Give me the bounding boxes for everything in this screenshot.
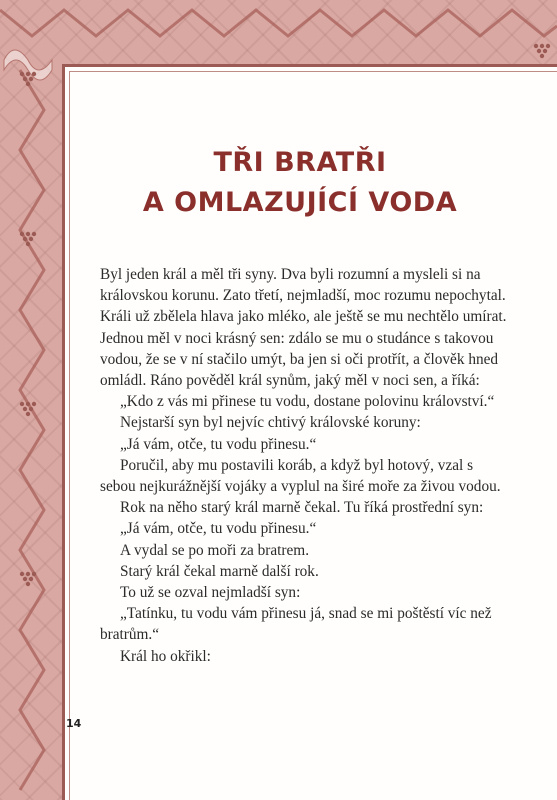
- page-number: 14: [66, 717, 82, 730]
- paragraph: „Já vám, otče, tu vodu přinesu.“: [120, 435, 317, 453]
- grape-ornament-left: [0, 0, 60, 800]
- paragraph: Nejstarší syn byl nejvíc chtivý královské koruny:: [120, 414, 421, 432]
- paragraph: Starý král čekal marně další rok.: [120, 562, 319, 580]
- paragraph: „Tatínku, tu vodu vám přinesu já, snad se mi poštěstí víc než bratrům.“: [100, 605, 492, 644]
- paragraph: „Já vám, otče, tu vodu přinesu.“: [120, 520, 317, 538]
- paragraph: Král ho okřikl:: [120, 647, 211, 665]
- paragraph: To už se ozval nejmladší syn:: [120, 584, 301, 602]
- story-title: [120, 143, 480, 223]
- paragraph: A vydal se po moři za bratrem.: [120, 541, 310, 559]
- paragraph: Poručil, aby mu postavili koráb, a když byl hotový, vzal s sebou nejkurážnější vojáky a vyplul na širé moře za živou vodou.: [100, 456, 501, 496]
- paragraph: Rok na něho starý král marně čekal. Tu říká prostřední syn:: [120, 499, 484, 517]
- story-title-line-2: A OMLAZUJÍCÍ VODA: [142, 187, 458, 218]
- story-title-line-1: TŘI BRATŘI: [213, 147, 387, 178]
- story-body: [100, 264, 510, 667]
- paragraph: Byl jeden král a měl tři syny. Dva byli rozumní a mysleli si na královskou korunu. Zato třetí, nejmladší, moc rozumu nepochytal. Králi už zbělela hlava jako mléko, ale ještě se mu nechtělo umírat. Jednou měl v noci krásný sen: zdálo se mu o studánce s takovou vodou, že se v ní stačilo umýt, ba jen si oči protřít, a člověk hned omládl. Ráno pověděl král synům, jaký měl v noci sen, a říká:: [100, 266, 507, 390]
- paragraph: „Kdo z vás mi přinese tu vodu, dostane polovinu království.“: [120, 393, 495, 411]
